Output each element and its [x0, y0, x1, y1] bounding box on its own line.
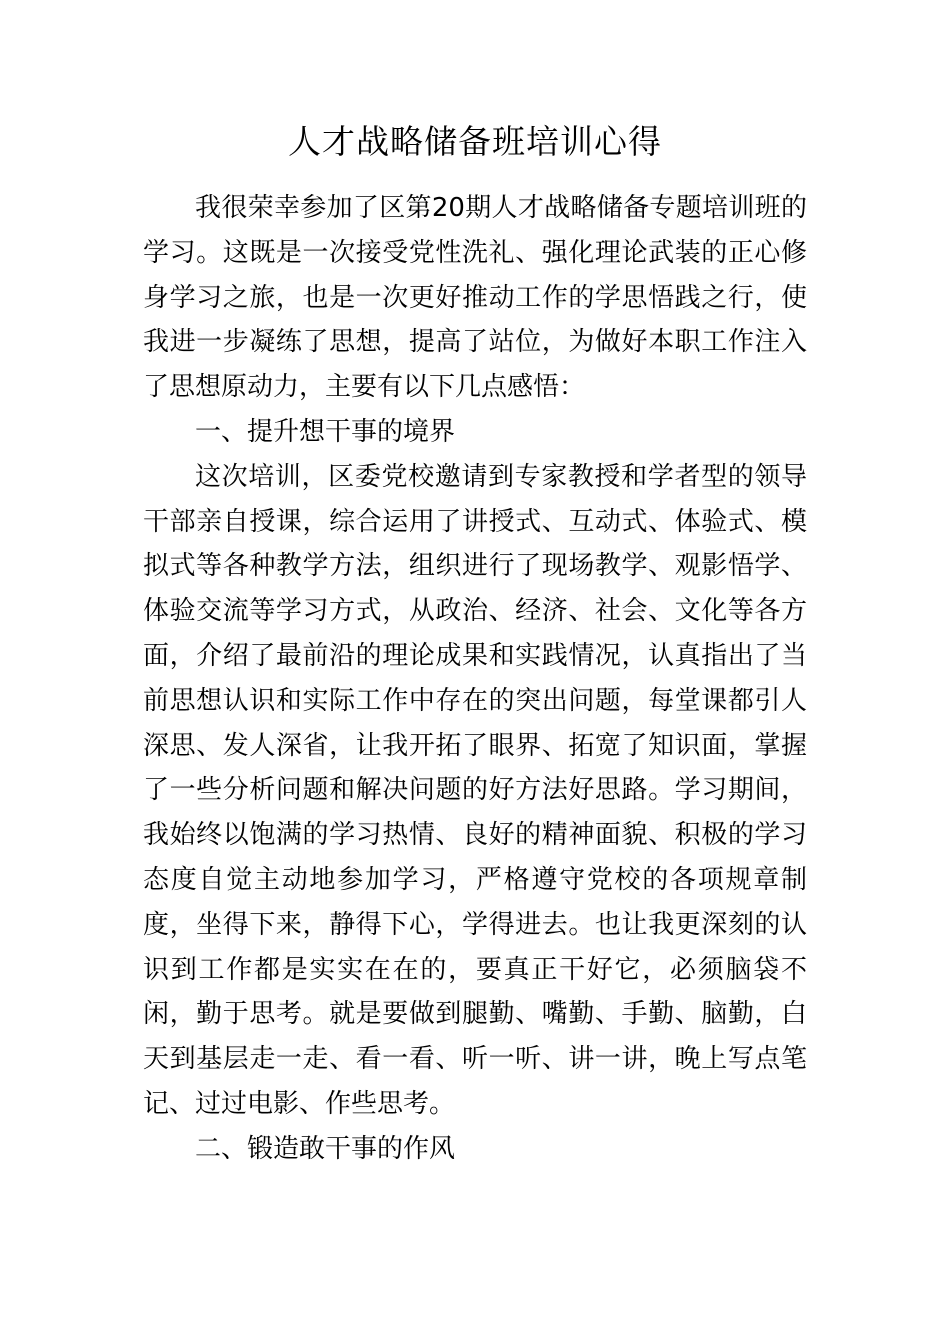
intro-paragraph: 我很荣幸参加了区第20期人才战略储备专题培训班的学习。这既是一次接受党性洗礼、强化理论武装的正心修身学习之旅，也是一次更好推动工作的学思悟践之行，使我进一步凝练了思想，提高了站位，为做好本职工作注入了思想原动力，主要有以下几点感悟：	[143, 193, 807, 403]
document-body	[143, 186, 807, 1172]
section-1-paragraph: 这次培训，区委党校邀请到专家教授和学者型的领导干部亲自授课，综合运用了讲授式、互动式、体验式、模拟式等各种教学方法，组织进行了现场教学、观影悟学、体验交流等学习方式，从政治、经济、社会、文化等各方面，介绍了最前沿的理论成果和实践情况，认真指出了当前思想认识和实际工作中存在的突出问题，每堂课都引人深思、发人深省，让我开拓了眼界、拓宽了知识面，掌握了一些分析问题和解决问题的好方法好思路。学习期间，我始终以饱满的学习热情、良好的精神面貌、积极的学习态度自觉主动地参加学习，严格遵守党校的各项规章制度，坐得下来，静得下心，学得进去。也让我更深刻的认识到工作都是实实在在的，要真正干好它，必须脑袋不闲，勤于思考。就是要做到腿勤、嘴勤、手勤、脑勤，白天到基层走一走、看一看、听一听、讲一讲，晚上写点笔记、过过电影、作些思考。	[143, 461, 807, 1119]
section-1-heading: 一、提升想干事的境界	[195, 416, 456, 447]
document-title: 人才战略储备班培训心得	[288, 122, 662, 161]
section-2-heading: 二、锻造敢干事的作风	[195, 1133, 456, 1164]
